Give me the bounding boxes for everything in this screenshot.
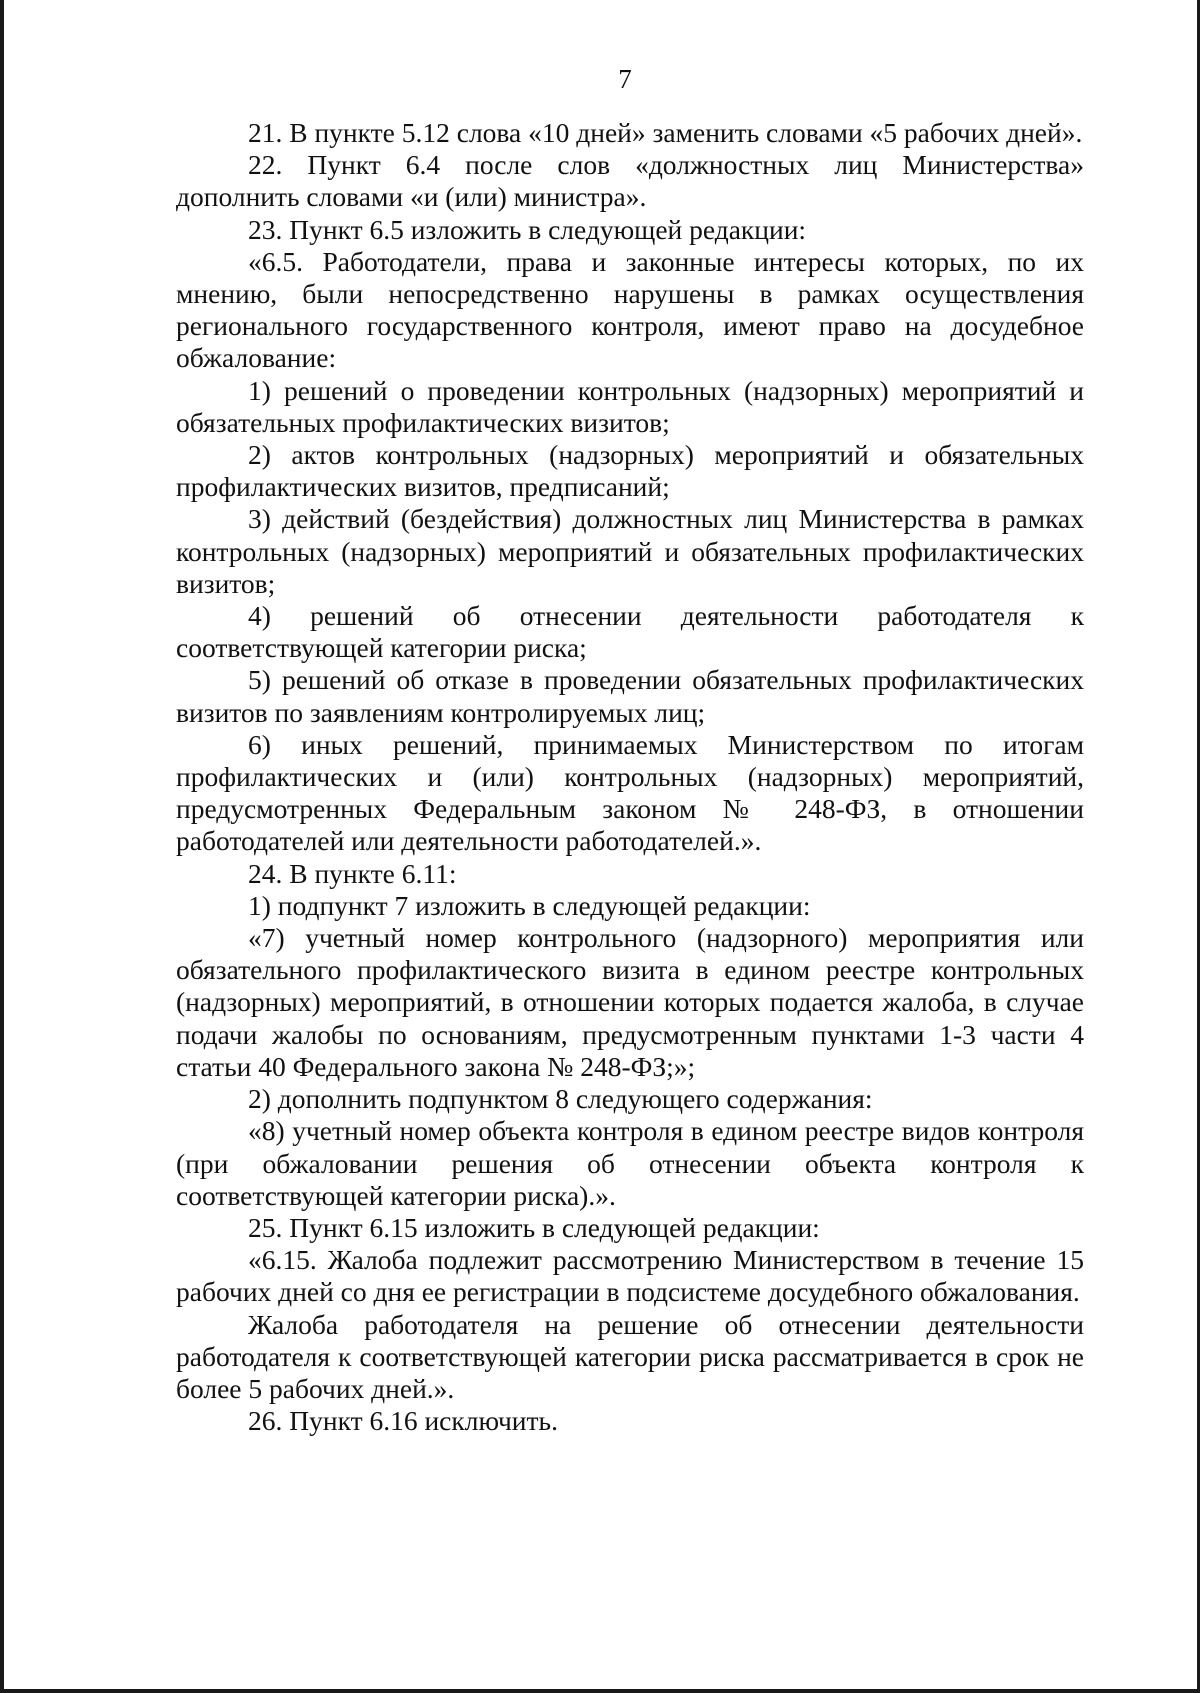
subitem-24-2: 2) дополнить подпунктом 8 следующего содержания: bbox=[248, 1083, 873, 1115]
page-number: 7 bbox=[618, 64, 632, 94]
paragraph-25: 25. Пункт 6.15 изложить в следующей редакции: bbox=[248, 1211, 820, 1243]
paragraph-21: 21. В пункте 5.12 слова «10 дней» заменить словами «5 рабочих дней». bbox=[248, 117, 1083, 148]
document-body bbox=[176, 117, 1084, 1437]
paragraph-24: 24. В пункте 6.11: bbox=[248, 857, 457, 889]
paragraph-6-15: «6.15. Жалоба подлежит рассмотрению Министерством в течение 15 рабочих дней со дня ее регистрации в подсистеме досудебного обжалования. bbox=[176, 1244, 1084, 1308]
list-item-2: 2) актов контрольных (надзорных) мероприятий и обязательных профилактических визитов, предписаний; bbox=[176, 439, 1084, 503]
subitem-24-1: 1) подпункт 7 изложить в следующей редакции: bbox=[248, 889, 811, 921]
paragraph-26: 26. Пункт 6.16 исключить. bbox=[248, 1405, 558, 1437]
paragraph-22: 22. Пункт 6.4 после слов «должностных лиц Министерства» дополнить словами «и (или) министра». bbox=[176, 149, 1084, 213]
list-item-6: 6) иных решений, принимаемых Министерством по итогам профилактических и (или) контрольных (надзорных) мероприятий, предусмотренных Федеральным законом № 248-ФЗ, в отношении работодателей или деятельности работодателей.». bbox=[176, 728, 1084, 857]
scan-edge-left bbox=[0, 0, 4, 1693]
paragraph-6-5: «6.5. Работодатели, права и законные интересы которых, по их мнению, были непосредственно нарушены в рамках осуществления регионального государственного контроля, имеют право на досудебное обжалование: bbox=[176, 245, 1084, 374]
list-item-1: 1) решений о проведении контрольных (надзорных) мероприятий и обязательных профилактических визитов; bbox=[176, 374, 1084, 438]
scan-edge-bottom bbox=[0, 1689, 1200, 1693]
list-item-3: 3) действий (бездействия) должностных лиц Министерства в рамках контрольных (надзорных) мероприятий и обязательных профилактических визитов; bbox=[176, 503, 1084, 599]
paragraph-23: 23. Пункт 6.5 изложить в следующей редакции: bbox=[248, 213, 807, 245]
subitem-7-text: «7) учетный номер контрольного (надзорного) мероприятия или обязательного профилактического визита в едином реестре контрольных (надзорных) мероприятий, в отношении которых подается жалоба, в случае подачи жалобы по основаниям, предусмотренным пунктами 1-3 части 4 статьи 40 Федерального закона № 248-ФЗ;»; bbox=[176, 922, 1084, 1082]
list-item-4: 4) решений об отнесении деятельности работодателя к соответствующей категории риска; bbox=[176, 600, 1084, 664]
subitem-8-text: «8) учетный номер объекта контроля в едином реестре видов контроля (при обжаловании решения об отнесении объекта контроля к соответствующей категории риска).». bbox=[176, 1115, 1084, 1211]
list-item-5: 5) решений об отказе в проведении обязательных профилактических визитов по заявлениям контролируемых лиц; bbox=[176, 664, 1084, 728]
paragraph-6-15-continued: Жалоба работодателя на решение об отнесении деятельности работодателя к соответствующей категории риска рассматривается в срок не более 5 рабочих дней.». bbox=[176, 1308, 1084, 1404]
